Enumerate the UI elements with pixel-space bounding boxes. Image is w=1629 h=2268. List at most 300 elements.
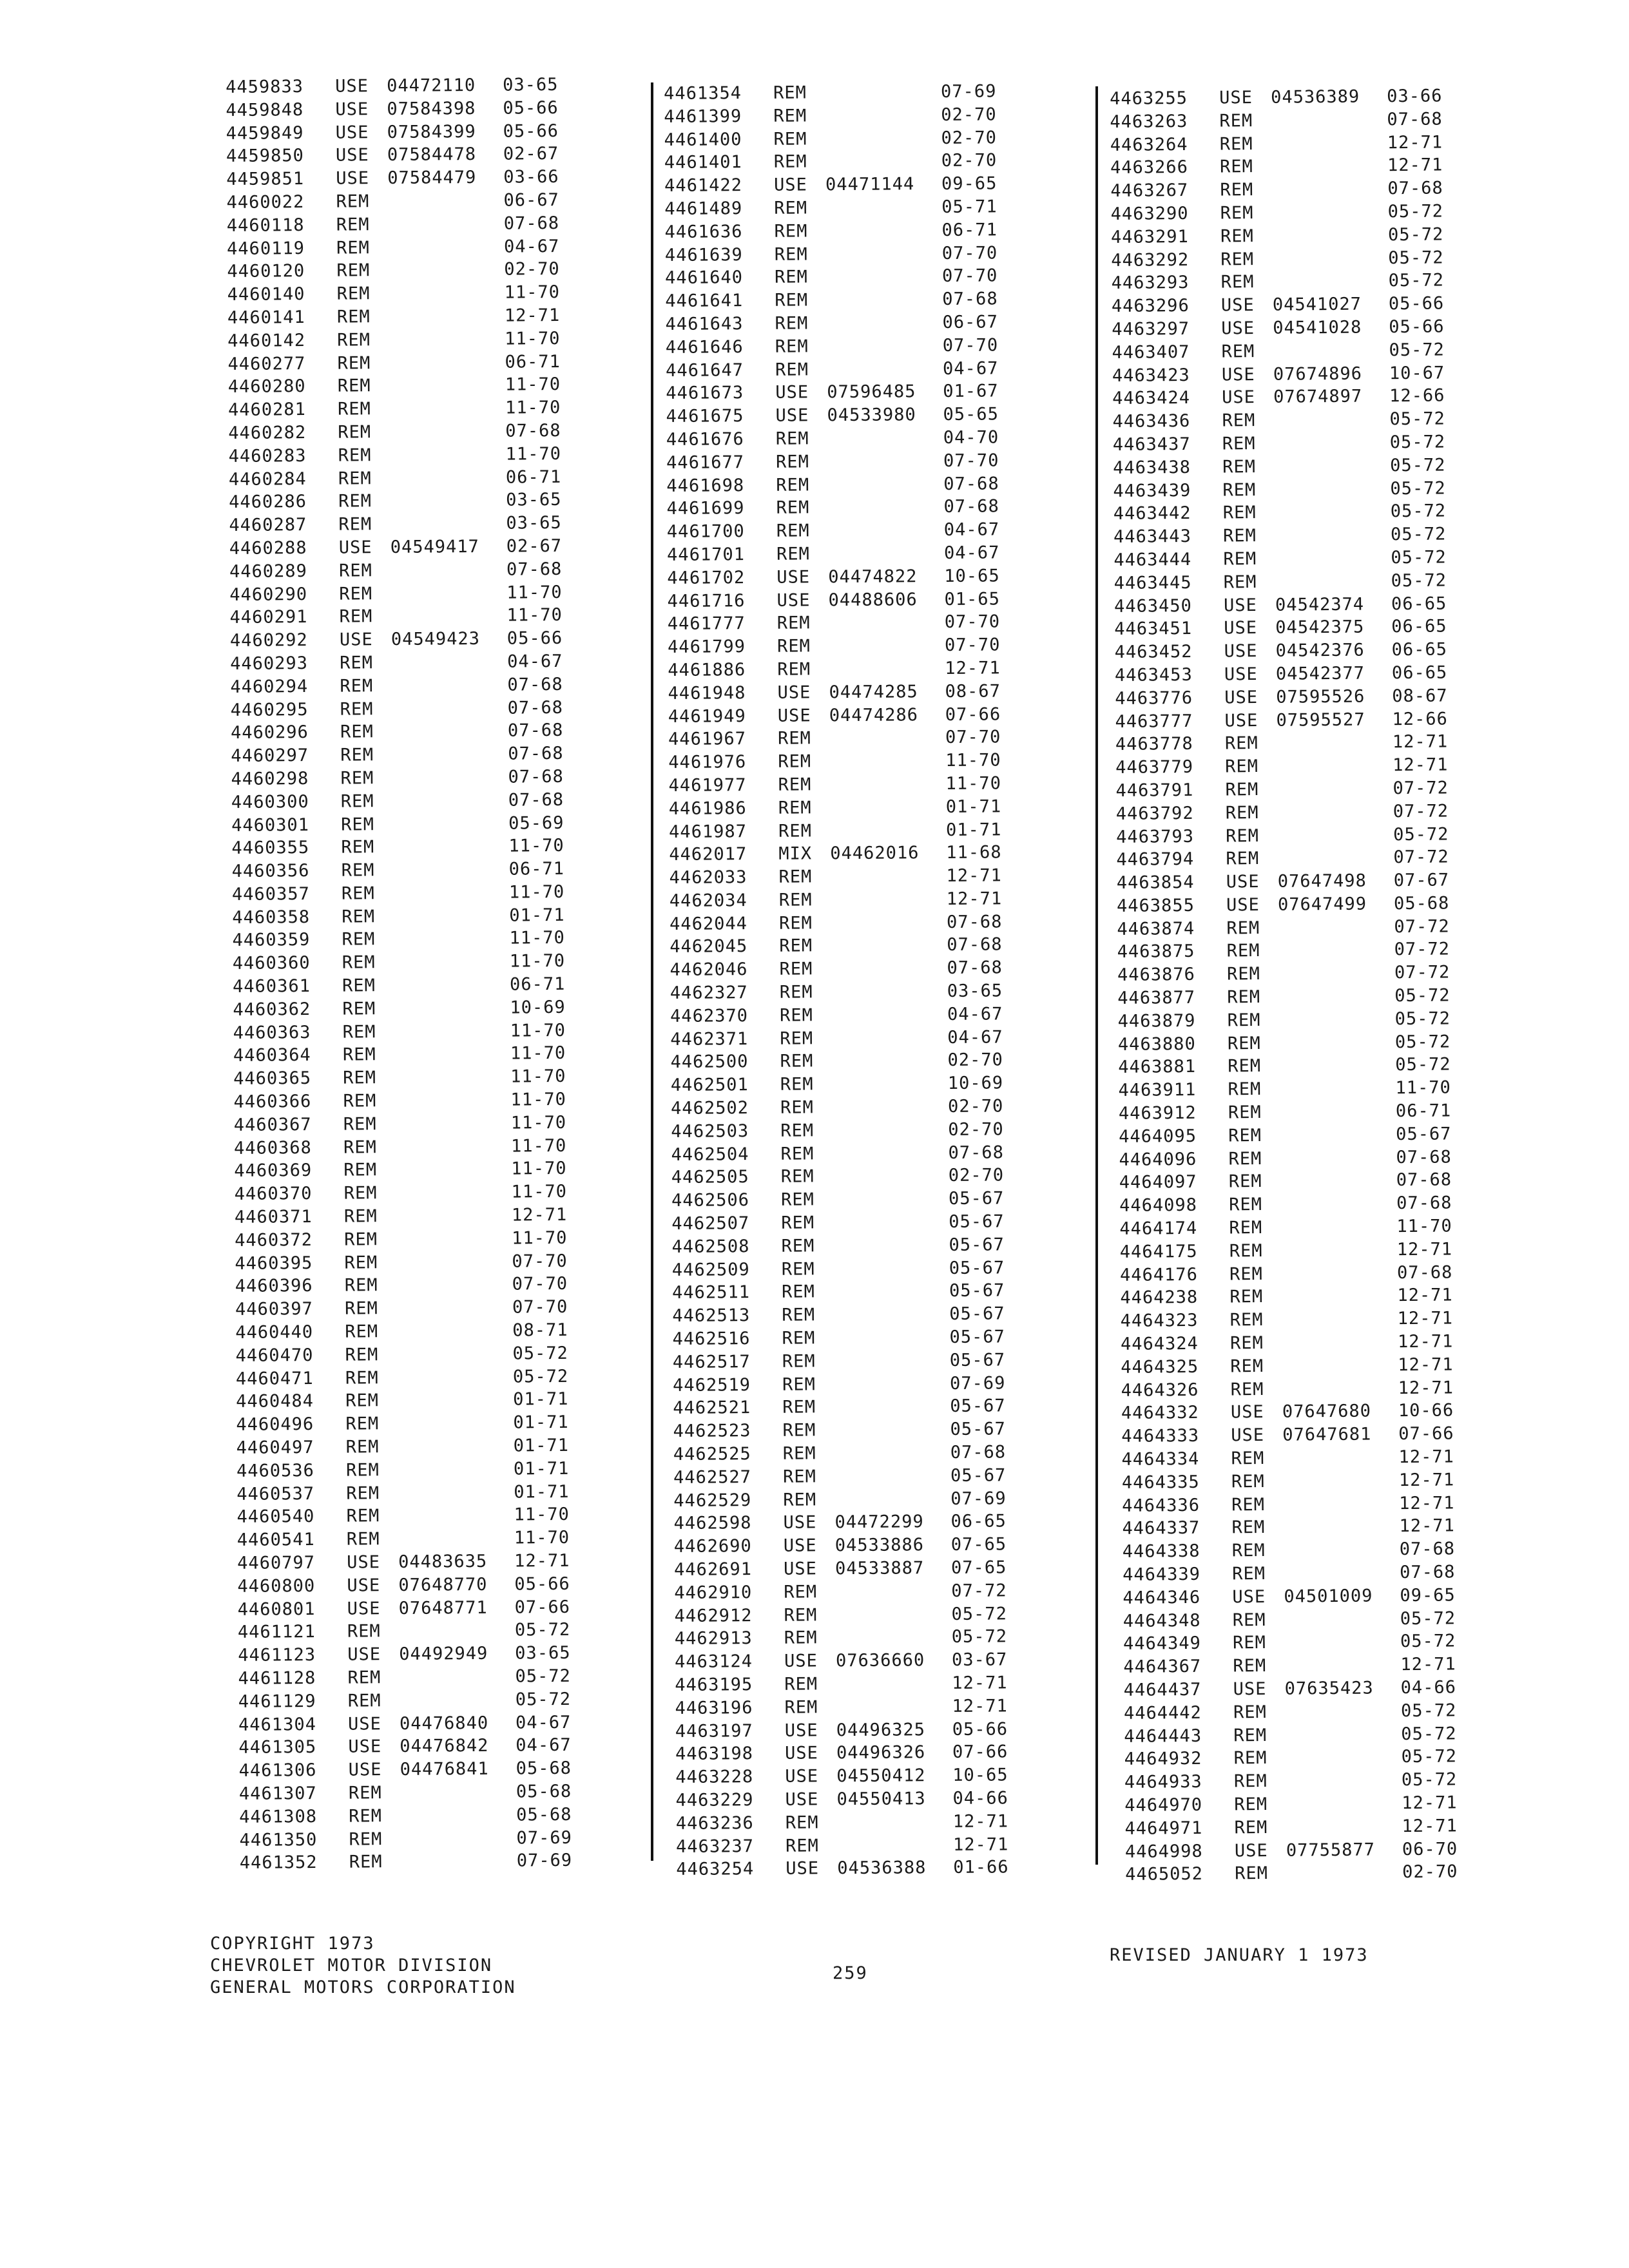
action-code: REM [343,1091,377,1111]
part-row [229,465,583,491]
part-number: 4460367 [233,1114,312,1135]
action-code: REM [778,867,813,887]
part-row [231,742,585,768]
action-code: REM [342,1044,376,1066]
action-code: REM [342,1021,376,1043]
action-code: REM [1229,1264,1263,1285]
action-code: REM [338,445,372,466]
action-code: REM [1219,157,1253,177]
effective-date: 11-70 [1396,1216,1452,1237]
effective-date: 05-67 [948,1188,1005,1209]
effective-date: 11-70 [506,582,563,603]
part-number: 4460369 [234,1160,313,1182]
part-number: 4460283 [228,445,307,466]
replacement-part-number [825,97,941,98]
action-code: REM [1229,1195,1263,1215]
part-number: 4463267 [1110,180,1189,202]
effective-date: 07-68 [1387,109,1443,130]
part-number: 4460366 [233,1091,312,1113]
effective-date: 11-70 [510,1112,567,1133]
effective-date: 11-70 [508,881,565,903]
effective-date: 07-68 [1396,1147,1452,1168]
part-row [665,265,1019,291]
effective-date: 05-72 [1400,1700,1457,1721]
part-row [675,1763,1030,1789]
effective-date: 04-67 [507,651,563,672]
replacement-part-number: 07584478 [387,144,477,166]
action-code: REM [1231,1471,1265,1492]
action-code: REM [1226,849,1260,869]
action-code: REM [1226,941,1260,961]
part-number: 4464442 [1123,1702,1202,1724]
replacement-part-number [400,1682,516,1683]
part-row [229,581,584,606]
part-row [1124,1676,1478,1702]
part-number: 4464175 [1119,1241,1198,1262]
effective-date: 04-67 [947,1027,1003,1048]
part-number: 4461641 [665,291,744,312]
action-code: REM [343,1137,377,1158]
action-code: USE [1226,872,1260,892]
action-code: REM [1220,180,1254,200]
part-number: 4460537 [236,1483,315,1504]
part-row [670,910,1024,936]
action-code: USE [347,1713,381,1735]
effective-date: 05-72 [1394,1032,1451,1052]
part-row [235,1319,590,1345]
part-number: 4463445 [1113,572,1192,593]
replacement-part-number: 04542374 [1275,594,1365,615]
part-number: 4463877 [1117,987,1196,1009]
action-code: REM [340,768,374,789]
part-number: 4460289 [229,561,307,582]
effective-date: 06-71 [1395,1100,1452,1122]
replacement-part-number [833,1296,949,1297]
action-code: REM [337,399,371,419]
action-code: USE [774,175,808,195]
part-row [667,541,1021,567]
action-code: REM [781,1213,815,1233]
division-line: CHEVROLET MOTOR DIVISION [210,1956,493,1975]
action-code: REM [340,791,374,812]
part-number: 4464933 [1124,1772,1202,1793]
part-row [1123,1561,1477,1587]
part-number: 4461639 [664,244,743,265]
replacement-part-number [1275,517,1391,519]
part-number: 4462045 [670,936,748,957]
action-code: REM [336,307,371,327]
copyright-block [210,1933,516,1999]
effective-date: 07-72 [1393,801,1449,822]
part-row [665,242,1019,267]
part-number: 4463855 [1116,895,1195,916]
replacement-part-number [827,328,943,329]
part-row [232,927,586,952]
effective-date: 01-71 [946,819,1002,840]
replacement-part-number [1273,287,1389,288]
part-number: 4460362 [233,999,311,1020]
effective-date: 05-65 [943,404,999,425]
part-number: 4462691 [674,1559,753,1580]
part-number: 4463881 [1118,1057,1197,1078]
part-row [231,834,586,860]
action-code: REM [1231,1541,1266,1561]
part-row [666,334,1020,360]
replacement-part-number [836,1712,952,1713]
effective-date: 05-69 [508,812,564,834]
replacement-part-number: 07674897 [1273,386,1363,408]
part-row [226,189,581,215]
part-number: 4460294 [230,676,309,697]
part-row [239,1757,593,1783]
part-number: 4464324 [1120,1333,1199,1354]
part-row [1124,1791,1479,1818]
part-row [668,726,1023,751]
replacement-part-number [1277,794,1393,795]
replacement-part-number: 04541027 [1272,294,1362,315]
part-row [1122,1468,1476,1495]
action-code: REM [775,313,809,334]
action-code: REM [346,1529,380,1550]
page-number: 259 [833,1963,868,1983]
replacement-part-number: 04542375 [1275,617,1365,639]
action-code: REM [1230,1356,1264,1377]
action-code: REM [774,244,808,265]
part-row [227,304,582,330]
effective-date: 07-68 [507,674,563,695]
part-row [673,1395,1027,1421]
replacement-part-number: 04492949 [399,1644,488,1665]
replacement-part-number [1278,956,1394,957]
effective-date: 04-67 [943,358,999,379]
action-code: REM [346,1506,380,1527]
action-code: USE [347,1644,381,1665]
replacement-part-number [827,351,943,352]
action-code: REM [785,1812,819,1833]
effective-date: 09-65 [941,173,998,195]
part-number: 4464095 [1119,1126,1197,1147]
part-number: 4464326 [1121,1379,1199,1401]
action-code: USE [785,1789,819,1810]
part-row [669,864,1023,890]
action-code: REM [778,728,812,749]
replacement-part-number [830,812,946,813]
action-code: REM [776,474,810,495]
part-number: 4463792 [1115,803,1194,824]
part-row [1110,84,1464,111]
replacement-part-number [1275,494,1391,495]
part-number: 4461698 [666,475,745,496]
part-row [1117,938,1472,965]
action-code: REM [781,1259,815,1280]
action-code: REM [781,1236,815,1256]
part-number: 4464349 [1123,1633,1202,1655]
action-code: REM [336,284,371,304]
effective-date: 05-72 [1388,247,1444,268]
effective-date: 11-70 [510,1020,566,1041]
part-row [237,1550,592,1575]
effective-date: 12-71 [1398,1470,1455,1490]
replacement-part-number [394,1036,510,1037]
replacement-part-number [1275,586,1391,588]
action-code: REM [773,106,807,126]
part-number: 4461799 [668,637,746,658]
effective-date: 05-67 [1396,1124,1452,1145]
effective-date: 09-65 [1400,1585,1456,1606]
effective-date: 05-67 [949,1350,1006,1370]
part-number: 4464325 [1121,1356,1199,1378]
effective-date: 11-70 [509,928,565,949]
part-row [1119,1215,1474,1241]
effective-date: 12-71 [1393,754,1449,776]
part-number: 4462500 [670,1052,749,1073]
effective-date: 11-70 [505,443,562,465]
action-code: REM [344,1252,378,1273]
replacement-part-number [830,789,946,790]
replacement-part-number: 04472110 [387,75,476,97]
replacement-part-number: 07584479 [387,168,477,189]
effective-date: 05-66 [503,120,559,142]
effective-date: 02-70 [941,127,997,148]
effective-date: 05-72 [1394,1008,1451,1030]
action-code: REM [783,1466,817,1487]
part-number: 4462044 [670,913,748,934]
part-number: 4463236 [675,1812,754,1834]
effective-date: 05-72 [1389,340,1445,360]
part-number: 4463436 [1112,411,1191,432]
action-code: REM [342,906,376,927]
replacement-part-number: 04476840 [399,1713,489,1734]
effective-date: 07-72 [1393,778,1449,799]
effective-date: 12-71 [1398,1354,1454,1375]
replacement-part-number [398,1474,514,1475]
part-number: 4460540 [236,1506,315,1528]
part-row [1114,592,1469,619]
action-code: REM [341,860,375,881]
part-row [233,950,587,975]
part-row [668,610,1022,636]
action-code: USE [786,1858,820,1879]
action-code: REM [780,1097,815,1118]
effective-date: 07-68 [1396,1193,1452,1214]
effective-date: 11-70 [510,1089,566,1110]
part-row [676,1833,1030,1859]
replacement-part-number [1286,1832,1402,1833]
replacement-part-number [394,967,510,968]
part-number: 4463297 [1112,318,1190,340]
part-row [1124,1745,1478,1771]
part-row [238,1711,593,1736]
action-code: REM [778,774,812,795]
replacement-part-number: 07595526 [1276,686,1365,707]
action-code: REM [780,1074,814,1095]
action-code: REM [1234,1817,1268,1838]
effective-date: 07-69 [949,1372,1006,1394]
effective-date: 07-68 [1399,1539,1456,1560]
part-row [673,1487,1028,1513]
replacement-part-number: 04474285 [829,681,918,702]
part-row [670,1003,1025,1028]
effective-date: 12-71 [952,1834,1009,1855]
action-code: REM [773,151,807,173]
replacement-part-number [396,1221,512,1222]
effective-date: 12-71 [1397,1285,1453,1306]
action-code: REM [347,1621,381,1642]
part-row [1115,661,1469,687]
action-code: REM [342,929,376,950]
action-code: MIX [778,843,813,865]
part-row [237,1526,592,1552]
action-code: REM [345,1460,380,1481]
action-code: REM [1232,1563,1266,1584]
part-number: 4463264 [1110,134,1188,155]
effective-date: 11-70 [945,750,1001,771]
part-number: 4463254 [676,1859,755,1880]
part-row [666,449,1021,475]
action-code: USE [339,629,373,650]
part-number: 4463453 [1114,664,1193,686]
part-number: 4462511 [672,1282,751,1303]
part-row [673,1441,1028,1466]
replacement-part-number: 04501009 [1284,1586,1373,1607]
part-row [666,380,1020,406]
part-row [1115,753,1470,780]
part-number: 4463451 [1114,619,1193,640]
effective-date: 07-70 [945,635,1001,656]
part-row [1125,1838,1480,1864]
part-number: 4463290 [1110,203,1189,224]
effective-date: 11-70 [512,1227,568,1249]
effective-date: 05-72 [951,1603,1007,1624]
effective-date: 05-67 [949,1257,1005,1278]
effective-date: 11-70 [505,328,561,349]
part-number: 4460355 [231,838,310,859]
part-number: 4462370 [670,1005,749,1026]
effective-date: 11-70 [514,1528,570,1548]
action-code: USE [347,1575,381,1596]
part-number: 4464998 [1124,1841,1203,1862]
part-row [1121,1422,1476,1448]
action-code: REM [1219,110,1253,131]
effective-date: 07-68 [943,496,999,517]
effective-date: 11-70 [508,836,564,856]
replacement-part-number: 04496326 [836,1742,926,1763]
effective-date: 07-69 [950,1488,1007,1509]
replacement-part-number: 04488606 [828,589,918,610]
replacement-part-number [1286,1763,1402,1764]
part-row [231,719,585,745]
action-code: REM [1233,1725,1268,1745]
part-number: 4460370 [234,1184,313,1205]
action-code: REM [780,1005,814,1026]
part-number: 4463880 [1117,1033,1196,1055]
parts-column-3 [1110,84,1480,1887]
action-code: REM [336,237,371,258]
part-row [234,1111,588,1137]
action-code: REM [775,428,809,449]
replacement-part-number [389,298,505,299]
part-number: 4464348 [1123,1610,1201,1631]
effective-date: 10-69 [510,997,566,1018]
part-row [665,287,1019,313]
action-code: REM [1223,548,1257,570]
part-number: 4464338 [1122,1541,1200,1562]
action-code: REM [1227,987,1261,1008]
replacement-part-number [832,1089,948,1090]
replacement-part-number [1284,1555,1400,1556]
part-row [666,472,1021,498]
part-row [1123,1653,1478,1679]
part-number: 4460471 [235,1368,314,1389]
part-number: 4460277 [227,353,306,374]
part-row [669,818,1023,844]
part-number: 4461699 [666,498,745,519]
effective-date: 11-70 [510,1043,566,1064]
effective-date: 06-67 [503,189,559,211]
action-code: REM [782,1374,816,1395]
part-number: 4464337 [1122,1518,1200,1539]
effective-date: 12-71 [945,658,1001,678]
action-code: REM [345,1390,380,1412]
part-number: 4463197 [675,1720,753,1742]
part-row [1122,1492,1476,1518]
action-code: USE [1220,295,1255,316]
part-number: 4462521 [673,1398,751,1419]
replacement-part-number [1280,1117,1396,1118]
action-code: REM [340,653,374,673]
part-row [235,1204,589,1229]
part-row [664,126,1018,152]
action-code: REM [345,1437,380,1457]
part-number: 4462690 [673,1536,752,1557]
effective-date: 12-71 [1392,731,1449,753]
effective-date: 06-71 [505,466,562,488]
action-code: REM [1235,1863,1269,1884]
replacement-part-number: 07635423 [1284,1678,1374,1699]
part-row [231,765,585,791]
effective-date: 12-71 [1402,1816,1458,1836]
part-row [239,1826,593,1852]
part-number: 4460288 [229,537,307,559]
part-number: 4460142 [227,330,306,351]
replacement-part-number [390,459,506,460]
action-code: REM [347,1667,381,1688]
effective-date: 07-69 [516,1827,572,1849]
action-code: USE [775,382,809,403]
part-row [670,887,1024,913]
effective-date: 01-67 [943,381,999,402]
part-row [1117,892,1471,918]
effective-date: 05-72 [1390,501,1447,522]
replacement-part-number [401,1843,517,1844]
replacement-part-number: 04496325 [836,1719,926,1740]
effective-date: 05-72 [1401,1769,1458,1791]
part-row [1121,1445,1476,1472]
replacement-part-number [1284,1670,1400,1671]
part-row [228,419,583,445]
action-code: USE [784,1559,818,1579]
replacement-part-number: 04542377 [1275,663,1365,684]
part-row [1124,1768,1479,1794]
replacement-part-number [1275,540,1391,541]
effective-date: 01-71 [945,796,1002,817]
part-number: 4461643 [665,314,744,334]
action-code: USE [785,1766,819,1787]
action-code: REM [338,422,372,443]
action-code: REM [1224,733,1258,754]
part-row [673,1464,1028,1490]
part-row [670,979,1025,1005]
